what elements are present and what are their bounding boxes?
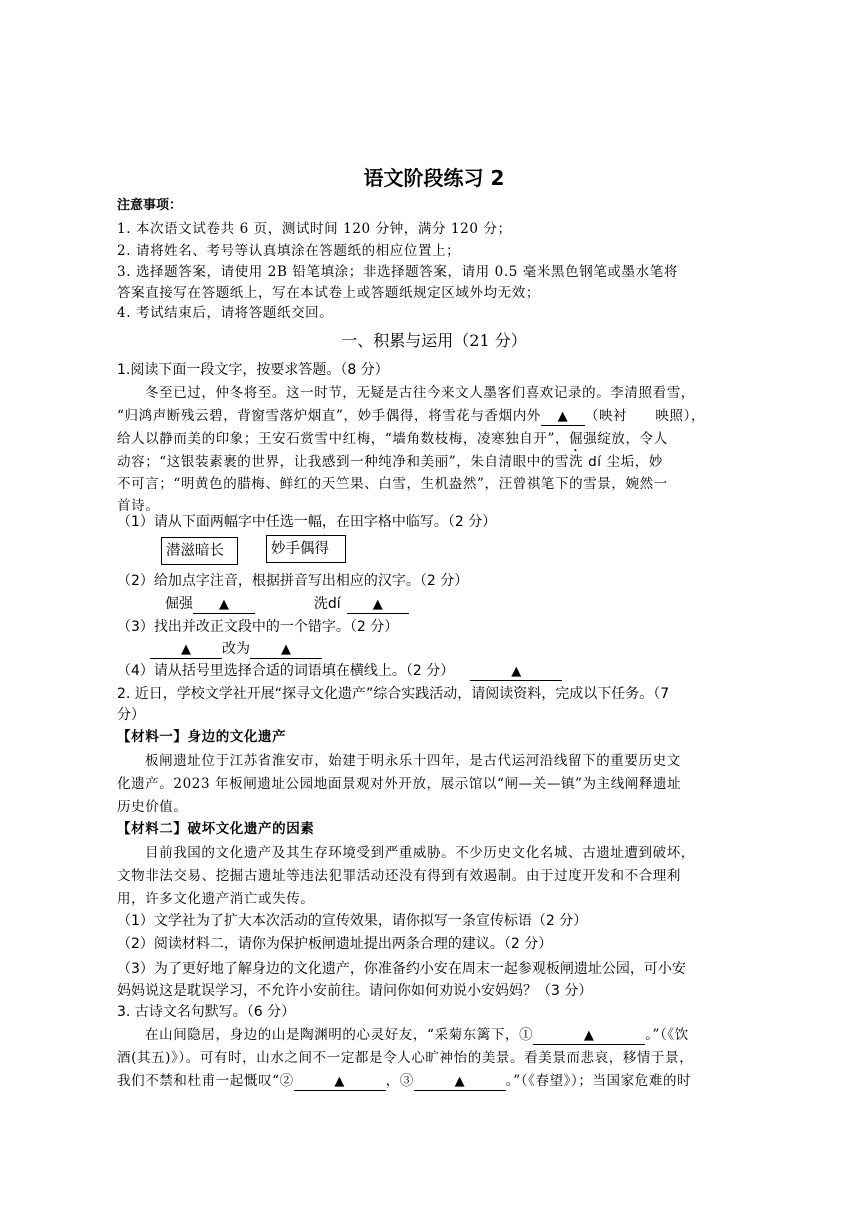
q1-sub2-blank[interactable] bbox=[347, 596, 409, 614]
triangle-icon: ▲ bbox=[511, 664, 522, 679]
q1-passage-line bbox=[117, 452, 663, 472]
q2-stem: 分） bbox=[117, 707, 145, 723]
q3-line bbox=[117, 1025, 689, 1045]
q2-sub3: 妈妈说这是耽误学习，不允许小安前往。请问你如何劝说小安妈妈？（3 分） bbox=[117, 983, 593, 999]
note-line: 答案直接写在答题纸上，写在本试卷上或答题纸规定区域外均无效； bbox=[117, 285, 540, 301]
triangle-icon: ▲ bbox=[181, 642, 191, 657]
q1-passage-line: 冬至已过，仲冬将至。这一时节，无疑是古往今来文人墨客们喜欢记录的。李清照看雪， bbox=[145, 385, 695, 401]
q1-sub3-blanks bbox=[150, 639, 322, 659]
q1-passage-text: 给人以静而美的印象；王安石赏雪中红梅，“墙角数枝梅，凌寒独自开”， bbox=[117, 431, 570, 447]
q2-stem: 2. 近日，学校文学社开展“探寻文化遗产”综合实践活动，请阅读资料，完成以下任务。（7 bbox=[117, 686, 670, 702]
page-title: 语文阶段练习 2 bbox=[363, 166, 505, 190]
q3-blank-3[interactable] bbox=[414, 1073, 506, 1091]
q1-passage-text: 尘垢，妙 bbox=[601, 454, 663, 470]
q3-blank-1[interactable] bbox=[533, 1027, 645, 1045]
triangle-icon: ▲ bbox=[219, 597, 229, 612]
q1-passage-text: “归鸿声断残云碧，背窗雪落炉烟直”，妙手偶得，将雪花与香烟内外 bbox=[117, 408, 541, 424]
q3-text: ，③ bbox=[385, 1073, 414, 1089]
triangle-icon: ▲ bbox=[583, 1028, 595, 1043]
q1-sub2-word: 倔强 bbox=[165, 596, 193, 612]
q3-text: 。”（《饮 bbox=[645, 1027, 689, 1043]
q1-passage-text: （映衬 映照）， bbox=[584, 408, 706, 424]
calligraphy-sample-1: 潜滋暗长 bbox=[161, 537, 238, 565]
q1-passage-line: 不可言；“明黄色的腊梅、鲜红的天竺果、白雪，生机盎然”，汪曾祺笔下的雪景，婉然一 bbox=[117, 476, 668, 492]
triangle-icon: ▲ bbox=[557, 409, 569, 424]
q1-sub1: （1）请从下面两幅字中任选一幅，在田字格中临写。（2 分） bbox=[117, 514, 497, 530]
q1-sub4 bbox=[117, 661, 562, 681]
q1-sub3-blank[interactable] bbox=[150, 641, 222, 659]
q1-passage-line bbox=[117, 406, 705, 426]
calligraphy-sample-2: 妙手偶得 bbox=[266, 535, 346, 563]
q1-answer-blank[interactable] bbox=[541, 408, 585, 426]
triangle-icon: ▲ bbox=[454, 1074, 466, 1089]
material-2-line: 用，许多文化遗产消亡或失传。 bbox=[117, 891, 315, 907]
note-line: 1. 本次语文试卷共 6 页，测试时间 120 分钟，满分 120 分； bbox=[117, 221, 512, 237]
q3-text: 。”（《春望》）；当国家危难的时 bbox=[505, 1073, 692, 1089]
notes-heading: 注意事项： bbox=[117, 198, 183, 213]
q1-sub3-label: 改为 bbox=[222, 641, 250, 657]
q1-sub4-text: （4）请从括号里选择合适的词语填在横线上。（2 分） bbox=[117, 663, 455, 679]
q1-passage-text: 强绽放，令人 bbox=[583, 431, 668, 447]
note-line: 4. 考试结束后，请将答题纸交回。 bbox=[117, 305, 334, 321]
q1-sub2-blank[interactable] bbox=[193, 596, 255, 614]
pinyin: dí bbox=[588, 454, 602, 470]
material-2-title: 【材料二】破坏文化遗产的因素 bbox=[117, 821, 315, 837]
q3-stem: 3. 古诗文名句默写。（6 分） bbox=[117, 1004, 296, 1020]
q1-sub2-word: 洗 bbox=[313, 596, 328, 612]
triangle-icon: ▲ bbox=[372, 597, 383, 612]
material-1-line: 板闸遗址位于江苏省淮安市，始建于明永乐十四年，是古代运河沿线留下的重要历史文 bbox=[145, 753, 681, 769]
section-heading: 一、积累与运用（21 分） bbox=[341, 331, 527, 350]
q2-sub2: （2）阅读材料二，请你为保护板闸遗址提出两条合理的建议。（2 分） bbox=[117, 936, 553, 952]
material-1-line: 化遗产。2023 年板闸遗址公园地面景观对外开放，展示馆以“闸—关—镇”为主线阐释遗址 bbox=[117, 776, 682, 792]
triangle-icon: ▲ bbox=[334, 1074, 345, 1089]
note-line: 2. 请将姓名、考号等认真填涂在答题纸的相应位置上； bbox=[117, 243, 461, 259]
note-line: 3. 选择题答案，请使用 2B 铅笔填涂；非选择题答案，请用 0.5 毫米黑色钢笔或墨水笔将 bbox=[117, 264, 678, 280]
pinyin: dí bbox=[327, 596, 341, 612]
q3-line bbox=[117, 1071, 691, 1091]
material-1-line: 历史价值。 bbox=[117, 799, 188, 815]
q1-sub2-blanks bbox=[165, 594, 409, 614]
q3-line: 酒(其五)》）。可有时，山水之间不一定都是令人心旷神怡的美景。看美景而悲哀，移情于景， bbox=[117, 1050, 694, 1066]
q3-text: 我们不禁和杜甫一起慨叹“② bbox=[117, 1073, 294, 1089]
q3-blank-2[interactable] bbox=[294, 1073, 386, 1091]
q1-stem: 1.阅读下面一段文字，按要求答题。（8 分） bbox=[117, 362, 389, 378]
q1-sub3-blank[interactable] bbox=[250, 641, 322, 659]
q1-passage-line: 首诗。 bbox=[117, 498, 160, 514]
dotted-character: 倔 bbox=[569, 431, 584, 447]
triangle-icon: ▲ bbox=[281, 642, 291, 657]
material-2-line: 文物非法交易、挖掘古遗址等违法犯罪活动还没有得到有效遏制。由于过度开发和不合理利 bbox=[117, 868, 681, 884]
q1-sub3: （3）找出并改正文段中的一个错字。（2 分） bbox=[117, 619, 399, 635]
material-1-title: 【材料一】身边的文化遗产 bbox=[117, 729, 287, 745]
material-2-line: 目前我国的文化遗产及其生存环境受到严重威胁。不少历史文化名城、古遗址遭到破坏， bbox=[145, 845, 695, 861]
q2-sub3: （3）为了更好地了解身边的文化遗产，你准备约小安在周末一起参观板闸遗址公园，可小安 bbox=[117, 961, 686, 977]
q1-sub4-blank[interactable] bbox=[470, 663, 562, 681]
q2-sub1: （1）文学社为了扩大本次活动的宣传效果，请你拟写一条宣传标语（2 分） bbox=[117, 913, 588, 929]
q1-sub2: （2）给加点字注音，根据拼音写出相应的汉字。（2 分） bbox=[117, 573, 469, 589]
q3-text: 在山间隐居，身边的山是陶渊明的心灵好友，“采菊东篱下，① bbox=[145, 1027, 534, 1043]
q1-passage-text: 动容；“这银装素裹的世界，让我感到一种纯净和美丽”，朱自清眼中的雪洗 bbox=[117, 454, 589, 470]
